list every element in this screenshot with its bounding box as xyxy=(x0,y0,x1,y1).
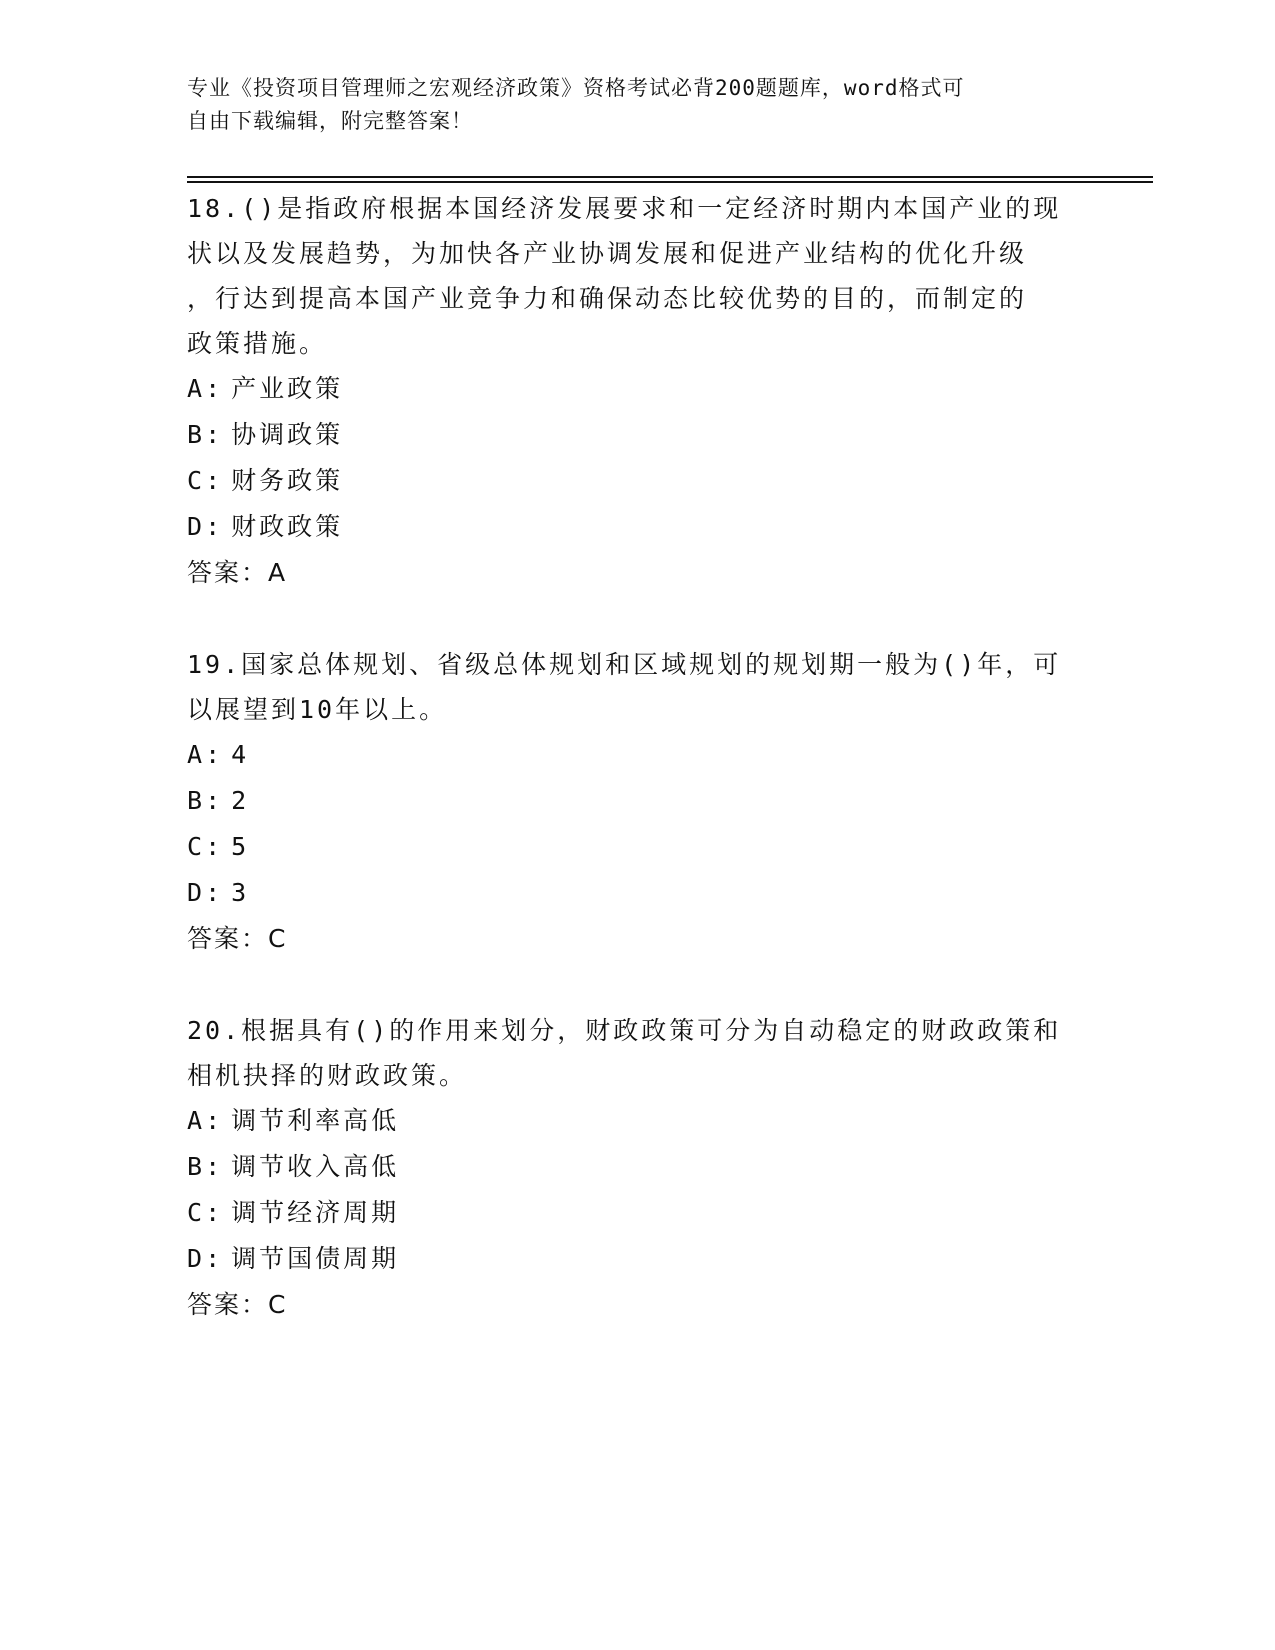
option-separator: : xyxy=(205,420,224,449)
option-text: 产业政策 xyxy=(231,374,344,403)
question-line xyxy=(187,1008,1087,1053)
option-text: 财务政策 xyxy=(231,466,344,495)
question-line-text: 国家总体规划、省级总体规划和区域规划的规划期一般为()年，可 xyxy=(241,650,1062,679)
question-number: 20. xyxy=(187,1016,242,1045)
option-text: 调节收入高低 xyxy=(231,1152,400,1181)
option-text: 财政政策 xyxy=(231,512,344,541)
question-line: ，行达到提高本国产业竞争力和确保动态比较优势的目的，而制定的 xyxy=(187,284,1028,313)
option-letter: B xyxy=(187,420,206,449)
option-c xyxy=(187,458,1087,504)
option-separator: : xyxy=(205,1106,224,1135)
question-19 xyxy=(187,642,1087,962)
option-a xyxy=(187,732,1087,778)
option-letter: D xyxy=(187,878,206,907)
option-text: 2 xyxy=(231,786,250,815)
option-letter: B xyxy=(187,1152,206,1181)
option-text: 5 xyxy=(231,832,250,861)
answer-line xyxy=(187,916,1087,962)
header-divider-bottom xyxy=(187,181,1153,183)
question-line xyxy=(187,642,1087,687)
question-list xyxy=(187,186,1087,1374)
question-text xyxy=(187,642,1087,732)
header-line-1: 专业《投资项目管理师之宏观经济政策》资格考试必背200题题库，word格式可 xyxy=(187,76,965,100)
question-line: 相机抉择的财政政策。 xyxy=(187,1061,468,1090)
option-separator: : xyxy=(205,466,224,495)
option-separator: : xyxy=(205,740,224,769)
question-line-text: ()是指政府根据本国经济发展要求和一定经济时期内本国产业的现 xyxy=(241,194,1062,223)
option-separator: : xyxy=(205,832,224,861)
question-number: 19. xyxy=(187,650,242,679)
answer-label: 答案： xyxy=(187,924,269,953)
question-line: 以展望到10年以上。 xyxy=(187,695,448,724)
option-a xyxy=(187,1098,1087,1144)
option-text: 3 xyxy=(231,878,250,907)
option-letter: A xyxy=(187,1106,206,1135)
option-letter: D xyxy=(187,1244,206,1273)
question-text xyxy=(187,186,1087,366)
option-d xyxy=(187,1236,1087,1282)
answer-value: A xyxy=(268,558,288,587)
option-separator: : xyxy=(205,512,224,541)
option-b xyxy=(187,1144,1087,1190)
option-c xyxy=(187,824,1087,870)
answer-line xyxy=(187,550,1087,596)
header-divider-top xyxy=(187,176,1153,178)
option-text: 协调政策 xyxy=(231,420,344,449)
option-b xyxy=(187,778,1087,824)
option-letter: B xyxy=(187,786,206,815)
option-separator: : xyxy=(205,1244,224,1273)
option-text: 调节利率高低 xyxy=(231,1106,400,1135)
header-line-2: 自由下载编辑，附完整答案！ xyxy=(187,109,473,133)
question-20 xyxy=(187,1008,1087,1328)
question-line: 状以及发展趋势，为加快各产业协调发展和促进产业结构的优化升级 xyxy=(187,239,1028,268)
option-b xyxy=(187,412,1087,458)
question-18 xyxy=(187,186,1087,596)
option-text: 4 xyxy=(231,740,250,769)
option-separator: : xyxy=(205,1198,224,1227)
option-text: 调节国债周期 xyxy=(231,1244,400,1273)
option-letter: C xyxy=(187,466,206,495)
option-letter: A xyxy=(187,740,206,769)
answer-label: 答案： xyxy=(187,1290,269,1319)
document-header xyxy=(187,72,1067,138)
option-a xyxy=(187,366,1087,412)
option-separator: : xyxy=(205,1152,224,1181)
answer-value: C xyxy=(268,924,288,953)
answer-label: 答案： xyxy=(187,558,269,587)
option-c xyxy=(187,1190,1087,1236)
option-d xyxy=(187,870,1087,916)
option-letter: C xyxy=(187,1198,206,1227)
option-separator: : xyxy=(205,878,224,907)
option-letter: A xyxy=(187,374,206,403)
question-text xyxy=(187,1008,1087,1098)
question-line-text: 根据具有()的作用来划分，财政政策可分为自动稳定的财政政策和 xyxy=(241,1016,1062,1045)
option-d xyxy=(187,504,1087,550)
answer-value: C xyxy=(268,1290,288,1319)
question-line: 政策措施。 xyxy=(187,329,328,358)
answer-line xyxy=(187,1282,1087,1328)
option-text: 调节经济周期 xyxy=(231,1198,400,1227)
question-number: 18. xyxy=(187,194,242,223)
question-line xyxy=(187,186,1087,231)
option-letter: C xyxy=(187,832,206,861)
option-separator: : xyxy=(205,786,224,815)
option-separator: : xyxy=(205,374,224,403)
option-letter: D xyxy=(187,512,206,541)
